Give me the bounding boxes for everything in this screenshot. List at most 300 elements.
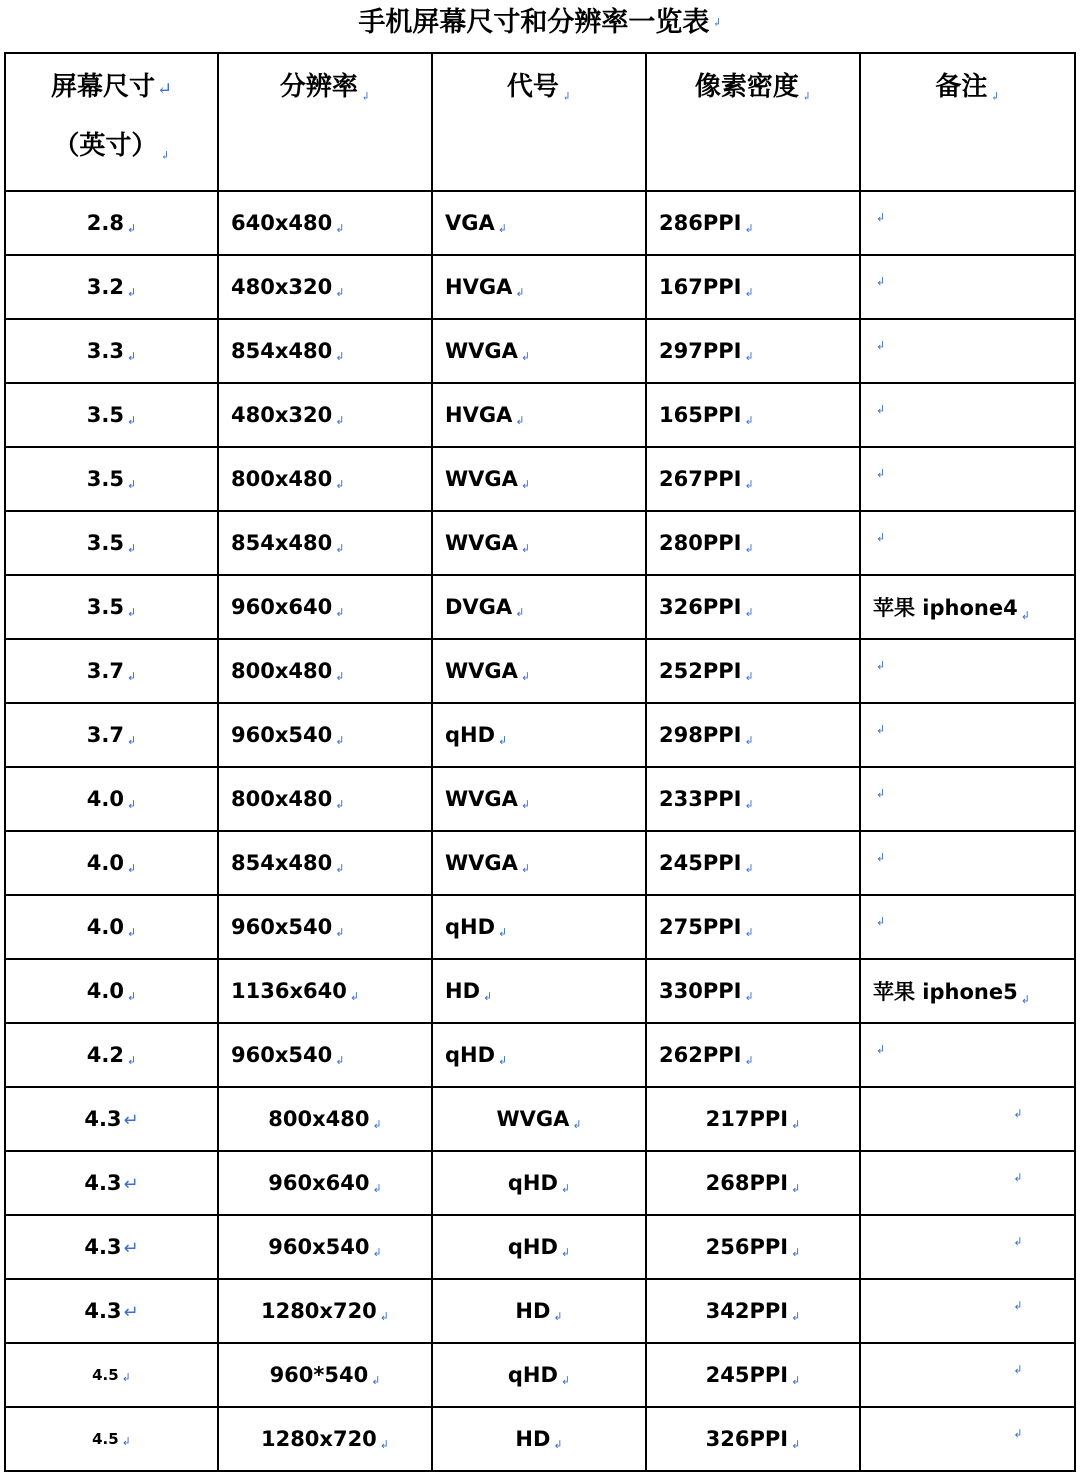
header-size-line2: （英寸） bbox=[53, 131, 158, 161]
paragraph-mark-icon: ↲ bbox=[498, 1054, 508, 1067]
cell-size bbox=[5, 575, 218, 639]
cell-density bbox=[646, 1151, 860, 1215]
cell-density bbox=[646, 639, 860, 703]
paragraph-mark-icon: ↲ bbox=[876, 787, 886, 800]
cell-density bbox=[646, 831, 860, 895]
paragraph-mark-icon: ↲ bbox=[712, 16, 722, 29]
cell-code bbox=[432, 1215, 646, 1279]
paragraph-mark-icon: ↲ bbox=[1013, 1363, 1023, 1376]
paragraph-mark-icon: ↲ bbox=[520, 478, 531, 491]
header-resolution-label: 分辨率 bbox=[279, 72, 358, 102]
paragraph-mark-icon: ↲ bbox=[744, 350, 754, 363]
cell-density-value: 297PPI bbox=[659, 339, 742, 363]
cell-code bbox=[432, 703, 646, 767]
cell-size-value: 4.5 bbox=[92, 1430, 119, 1448]
table-row bbox=[5, 575, 1075, 639]
cell-resolution-value: 960*540 bbox=[269, 1363, 369, 1387]
paragraph-mark-icon: ↲ bbox=[126, 350, 137, 363]
cell-note bbox=[860, 383, 1075, 447]
cell-resolution-value: 800x480 bbox=[231, 467, 333, 491]
paragraph-mark-icon: ↲ bbox=[126, 798, 137, 811]
paragraph-mark-icon: ↲ bbox=[744, 734, 754, 747]
paragraph-mark-icon: ↲ bbox=[791, 1374, 801, 1387]
cell-resolution-value: 960x540 bbox=[231, 723, 333, 747]
cell-size bbox=[5, 895, 218, 959]
table-row bbox=[5, 1087, 1075, 1151]
cell-resolution-value: 960x640 bbox=[231, 595, 333, 619]
cell-size bbox=[5, 511, 218, 575]
cell-size-value: 4.2 bbox=[86, 1043, 124, 1067]
cell-density bbox=[646, 575, 860, 639]
cell-density-value: 286PPI bbox=[659, 211, 742, 235]
cell-code-value: HD bbox=[515, 1427, 551, 1451]
cell-size bbox=[5, 1343, 218, 1407]
paragraph-mark-icon: ↲ bbox=[126, 414, 137, 427]
cell-density-value: 330PPI bbox=[659, 979, 742, 1003]
paragraph-mark-icon: ↲ bbox=[483, 990, 493, 1003]
cell-density-value: 256PPI bbox=[705, 1235, 789, 1259]
paragraph-mark-icon: ↲ bbox=[515, 606, 525, 619]
cell-code-value: qHD bbox=[445, 723, 496, 747]
paragraph-mark-icon: ↲ bbox=[876, 723, 886, 736]
paragraph-mark-icon: ↲ bbox=[335, 350, 345, 363]
cell-density bbox=[646, 1343, 860, 1407]
paragraph-mark-icon: ↲ bbox=[520, 350, 531, 363]
cell-note bbox=[860, 511, 1075, 575]
cell-size-value: 4.3 bbox=[84, 1235, 122, 1259]
paragraph-mark-icon: ↲ bbox=[1013, 1171, 1023, 1184]
cell-resolution-value: 800x480 bbox=[231, 787, 333, 811]
paragraph-mark-icon: ↲ bbox=[379, 1438, 390, 1451]
table-row bbox=[5, 447, 1075, 511]
cell-size bbox=[5, 831, 218, 895]
paragraph-mark-icon: ↲ bbox=[744, 990, 754, 1003]
cell-note bbox=[860, 191, 1075, 255]
cell-resolution bbox=[218, 511, 432, 575]
paragraph-mark-icon: ↲ bbox=[553, 1438, 563, 1451]
cell-resolution bbox=[218, 1407, 432, 1471]
cell-note bbox=[860, 575, 1075, 639]
paragraph-mark-icon: ↲ bbox=[335, 862, 345, 875]
cell-density-value: 262PPI bbox=[659, 1043, 742, 1067]
cell-size bbox=[5, 383, 218, 447]
cell-note bbox=[860, 1087, 1075, 1151]
cell-size-value: 3.5 bbox=[86, 531, 124, 555]
cell-code-value: HVGA bbox=[445, 403, 513, 427]
cell-density bbox=[646, 703, 860, 767]
cell-size-value: 3.5 bbox=[86, 467, 124, 491]
cell-code bbox=[432, 575, 646, 639]
table-row bbox=[5, 191, 1075, 255]
paragraph-mark-icon: ↲ bbox=[1013, 1107, 1023, 1120]
cell-code bbox=[432, 1343, 646, 1407]
paragraph-mark-icon: ↲ bbox=[372, 1182, 382, 1195]
cell-size bbox=[5, 191, 218, 255]
table-row bbox=[5, 1279, 1075, 1343]
paragraph-mark-icon: ↲ bbox=[791, 1438, 801, 1451]
cell-note-value: 苹果 iphone5 bbox=[873, 980, 1018, 1004]
header-note bbox=[860, 53, 1075, 191]
paragraph-mark-icon: ↲ bbox=[801, 90, 812, 103]
paragraph-mark-icon: ↲ bbox=[1020, 609, 1030, 622]
cell-size-value: 3.5 bbox=[86, 595, 124, 619]
cell-density bbox=[646, 959, 860, 1023]
cell-density-value: 217PPI bbox=[705, 1107, 789, 1131]
cell-density bbox=[646, 895, 860, 959]
paragraph-mark-icon: ↲ bbox=[791, 1182, 801, 1195]
paragraph-mark-icon: ↲ bbox=[876, 211, 886, 224]
cell-resolution bbox=[218, 191, 432, 255]
cell-code bbox=[432, 639, 646, 703]
paragraph-mark-icon: ↲ bbox=[520, 798, 531, 811]
cell-code bbox=[432, 447, 646, 511]
cell-note bbox=[860, 959, 1075, 1023]
cell-code bbox=[432, 895, 646, 959]
cell-code bbox=[432, 255, 646, 319]
paragraph-mark-icon: ↲ bbox=[379, 1310, 390, 1323]
cell-code-value: qHD bbox=[507, 1235, 558, 1259]
paragraph-mark-icon: ↲ bbox=[876, 1043, 886, 1056]
cell-code bbox=[432, 383, 646, 447]
paragraph-mark-icon: ↲ bbox=[121, 1371, 131, 1384]
cell-density-value: 298PPI bbox=[659, 723, 742, 747]
paragraph-mark-icon: ↲ bbox=[553, 1310, 563, 1323]
cell-size bbox=[5, 255, 218, 319]
header-density-label: 像素密度 bbox=[694, 72, 799, 102]
paragraph-mark-icon: ↲ bbox=[791, 1310, 801, 1323]
paragraph-mark-icon: ↲ bbox=[744, 478, 754, 491]
paragraph-mark-icon: ↲ bbox=[744, 222, 754, 235]
line-break-icon: ↵ bbox=[123, 1110, 139, 1131]
cell-size-value: 2.8 bbox=[86, 211, 124, 235]
cell-resolution-value: 960x540 bbox=[268, 1235, 370, 1259]
cell-size bbox=[5, 959, 218, 1023]
cell-resolution-value: 1280x720 bbox=[260, 1299, 377, 1323]
table-row bbox=[5, 639, 1075, 703]
paragraph-mark-icon: ↲ bbox=[520, 670, 531, 683]
cell-resolution bbox=[218, 1087, 432, 1151]
line-break-icon: ↵ bbox=[156, 79, 173, 100]
cell-density bbox=[646, 447, 860, 511]
cell-code bbox=[432, 1023, 646, 1087]
cell-code bbox=[432, 1087, 646, 1151]
cell-note bbox=[860, 1023, 1075, 1087]
paragraph-mark-icon: ↲ bbox=[744, 606, 754, 619]
paragraph-mark-icon: ↲ bbox=[126, 990, 137, 1003]
paragraph-mark-icon: ↲ bbox=[126, 478, 137, 491]
cell-code-value: WVGA bbox=[496, 1107, 570, 1131]
paragraph-mark-icon: ↲ bbox=[335, 670, 345, 683]
paragraph-mark-icon: ↲ bbox=[876, 275, 886, 288]
paragraph-mark-icon: ↲ bbox=[126, 1054, 137, 1067]
paragraph-mark-icon: ↲ bbox=[126, 542, 137, 555]
cell-resolution bbox=[218, 639, 432, 703]
cell-resolution bbox=[218, 447, 432, 511]
paragraph-mark-icon: ↲ bbox=[560, 1246, 571, 1259]
table-row bbox=[5, 511, 1075, 575]
header-note-label: 备注 bbox=[935, 72, 988, 102]
paragraph-mark-icon: ↲ bbox=[497, 222, 507, 235]
cell-resolution bbox=[218, 767, 432, 831]
paragraph-mark-icon: ↲ bbox=[335, 798, 345, 811]
cell-resolution bbox=[218, 959, 432, 1023]
paragraph-mark-icon: ↲ bbox=[126, 734, 137, 747]
page-title bbox=[0, 0, 1080, 46]
table-row bbox=[5, 1151, 1075, 1215]
table-row bbox=[5, 895, 1075, 959]
paragraph-mark-icon: ↲ bbox=[126, 606, 137, 619]
cell-resolution-value: 960x640 bbox=[268, 1171, 370, 1195]
cell-resolution bbox=[218, 831, 432, 895]
cell-density-value: 268PPI bbox=[705, 1171, 789, 1195]
cell-size-value: 4.5 bbox=[92, 1366, 119, 1384]
paragraph-mark-icon: ↲ bbox=[876, 467, 886, 480]
cell-note bbox=[860, 895, 1075, 959]
cell-size-value: 4.3 bbox=[84, 1299, 122, 1323]
paragraph-mark-icon: ↲ bbox=[126, 286, 137, 299]
paragraph-mark-icon: ↲ bbox=[560, 1182, 571, 1195]
paragraph-mark-icon: ↲ bbox=[744, 798, 754, 811]
paragraph-mark-icon: ↲ bbox=[1013, 1235, 1023, 1248]
cell-density-value: 245PPI bbox=[705, 1363, 789, 1387]
cell-size-value: 4.0 bbox=[86, 979, 124, 1003]
header-density bbox=[646, 53, 860, 191]
cell-note bbox=[860, 255, 1075, 319]
cell-code-value: qHD bbox=[445, 915, 496, 939]
cell-resolution bbox=[218, 895, 432, 959]
cell-resolution-value: 480x320 bbox=[231, 403, 333, 427]
paragraph-mark-icon: ↲ bbox=[744, 926, 754, 939]
cell-density bbox=[646, 1087, 860, 1151]
cell-size-value: 3.7 bbox=[86, 659, 124, 683]
cell-density-value: 326PPI bbox=[659, 595, 742, 619]
cell-density bbox=[646, 1023, 860, 1087]
cell-code-value: HVGA bbox=[445, 275, 513, 299]
cell-code bbox=[432, 511, 646, 575]
paragraph-mark-icon: ↲ bbox=[990, 90, 1000, 103]
cell-code-value: VGA bbox=[445, 211, 495, 235]
paragraph-mark-icon: ↲ bbox=[744, 670, 754, 683]
table-row bbox=[5, 1407, 1075, 1471]
cell-note bbox=[860, 319, 1075, 383]
paragraph-mark-icon: ↲ bbox=[791, 1246, 801, 1259]
cell-code bbox=[432, 191, 646, 255]
cell-resolution-value: 480x320 bbox=[231, 275, 333, 299]
paragraph-mark-icon: ↲ bbox=[498, 734, 508, 747]
cell-size bbox=[5, 1151, 218, 1215]
cell-size bbox=[5, 703, 218, 767]
cell-note bbox=[860, 447, 1075, 511]
paragraph-mark-icon: ↲ bbox=[561, 90, 572, 103]
cell-code-value: HD bbox=[445, 979, 481, 1003]
table-row bbox=[5, 319, 1075, 383]
paragraph-mark-icon: ↲ bbox=[160, 149, 170, 162]
paragraph-mark-icon: ↲ bbox=[335, 926, 345, 939]
cell-note bbox=[860, 1343, 1075, 1407]
table-row bbox=[5, 703, 1075, 767]
cell-size bbox=[5, 1023, 218, 1087]
cell-size-value: 4.0 bbox=[86, 787, 124, 811]
paragraph-mark-icon: ↲ bbox=[121, 1435, 131, 1448]
paragraph-mark-icon: ↲ bbox=[1013, 1299, 1023, 1312]
cell-code bbox=[432, 1151, 646, 1215]
header-size bbox=[5, 53, 218, 191]
resolution-table bbox=[4, 52, 1076, 1472]
cell-note bbox=[860, 831, 1075, 895]
table-row bbox=[5, 767, 1075, 831]
paragraph-mark-icon: ↲ bbox=[515, 414, 525, 427]
paragraph-mark-icon: ↲ bbox=[520, 542, 531, 555]
cell-resolution-value: 800x480 bbox=[231, 659, 333, 683]
paragraph-mark-icon: ↲ bbox=[371, 1374, 381, 1387]
paragraph-mark-icon: ↲ bbox=[335, 222, 345, 235]
paragraph-mark-icon: ↲ bbox=[349, 990, 360, 1003]
cell-density-value: 165PPI bbox=[659, 403, 742, 427]
cell-code-value: WVGA bbox=[445, 467, 518, 491]
paragraph-mark-icon: ↲ bbox=[515, 286, 525, 299]
header-code-label: 代号 bbox=[506, 72, 559, 102]
cell-resolution-value: 960x540 bbox=[231, 1043, 333, 1067]
paragraph-mark-icon: ↲ bbox=[876, 851, 886, 864]
paragraph-mark-icon: ↲ bbox=[335, 542, 345, 555]
cell-density-value: 275PPI bbox=[659, 915, 742, 939]
table-row bbox=[5, 1343, 1075, 1407]
cell-code-value: WVGA bbox=[445, 339, 518, 363]
line-break-icon: ↵ bbox=[123, 1238, 139, 1259]
paragraph-mark-icon: ↲ bbox=[372, 1118, 382, 1131]
paragraph-mark-icon: ↲ bbox=[744, 862, 754, 875]
paragraph-mark-icon: ↲ bbox=[335, 478, 345, 491]
header-code bbox=[432, 53, 646, 191]
cell-size bbox=[5, 1279, 218, 1343]
cell-size-value: 3.2 bbox=[86, 275, 124, 299]
paragraph-mark-icon: ↲ bbox=[791, 1118, 801, 1131]
paragraph-mark-icon: ↲ bbox=[876, 403, 886, 416]
cell-density-value: 167PPI bbox=[659, 275, 742, 299]
cell-density bbox=[646, 255, 860, 319]
paragraph-mark-icon: ↲ bbox=[876, 659, 886, 672]
paragraph-mark-icon: ↲ bbox=[126, 926, 137, 939]
cell-density-value: 233PPI bbox=[659, 787, 742, 811]
paragraph-mark-icon: ↲ bbox=[126, 222, 137, 235]
cell-size bbox=[5, 1087, 218, 1151]
cell-code-value: qHD bbox=[507, 1363, 558, 1387]
cell-resolution bbox=[218, 1151, 432, 1215]
cell-code-value: qHD bbox=[507, 1171, 558, 1195]
cell-code-value: WVGA bbox=[445, 787, 518, 811]
cell-resolution bbox=[218, 383, 432, 447]
cell-size bbox=[5, 447, 218, 511]
cell-note bbox=[860, 703, 1075, 767]
cell-size bbox=[5, 319, 218, 383]
cell-size-value: 4.3 bbox=[84, 1171, 122, 1195]
cell-code bbox=[432, 1279, 646, 1343]
paragraph-mark-icon: ↲ bbox=[1013, 1427, 1023, 1440]
cell-density-value: 280PPI bbox=[659, 531, 742, 555]
cell-note bbox=[860, 1407, 1075, 1471]
cell-resolution bbox=[218, 575, 432, 639]
cell-note bbox=[860, 1215, 1075, 1279]
paragraph-mark-icon: ↲ bbox=[372, 1246, 382, 1259]
cell-size-value: 3.5 bbox=[86, 403, 124, 427]
paragraph-mark-icon: ↲ bbox=[744, 1054, 754, 1067]
cell-density-value: 342PPI bbox=[705, 1299, 789, 1323]
cell-code-value: WVGA bbox=[445, 531, 518, 555]
paragraph-mark-icon: ↲ bbox=[876, 339, 886, 352]
header-resolution bbox=[218, 53, 432, 191]
paragraph-mark-icon: ↲ bbox=[876, 531, 886, 544]
cell-resolution-value: 1136x640 bbox=[231, 979, 347, 1003]
table-row bbox=[5, 959, 1075, 1023]
paragraph-mark-icon: ↲ bbox=[335, 606, 345, 619]
paragraph-mark-icon: ↲ bbox=[1020, 993, 1030, 1006]
cell-density bbox=[646, 1407, 860, 1471]
cell-resolution bbox=[218, 1279, 432, 1343]
cell-size-value: 4.3 bbox=[84, 1107, 122, 1131]
header-row bbox=[5, 53, 1075, 191]
cell-resolution-value: 960x540 bbox=[231, 915, 333, 939]
cell-code bbox=[432, 959, 646, 1023]
cell-size bbox=[5, 1407, 218, 1471]
cell-resolution-value: 1280x720 bbox=[260, 1427, 377, 1451]
paragraph-mark-icon: ↲ bbox=[335, 414, 345, 427]
paragraph-mark-icon: ↲ bbox=[360, 90, 371, 103]
cell-resolution-value: 854x480 bbox=[231, 339, 333, 363]
cell-size bbox=[5, 1215, 218, 1279]
cell-code-value: WVGA bbox=[445, 851, 518, 875]
cell-density bbox=[646, 767, 860, 831]
cell-resolution-value: 800x480 bbox=[268, 1107, 370, 1131]
paragraph-mark-icon: ↲ bbox=[744, 414, 754, 427]
cell-density-value: 326PPI bbox=[705, 1427, 789, 1451]
cell-resolution bbox=[218, 319, 432, 383]
cell-size-value: 3.3 bbox=[86, 339, 124, 363]
paragraph-mark-icon: ↲ bbox=[126, 670, 137, 683]
cell-resolution bbox=[218, 1215, 432, 1279]
cell-size bbox=[5, 767, 218, 831]
paragraph-mark-icon: ↲ bbox=[126, 862, 137, 875]
cell-resolution-value: 854x480 bbox=[231, 531, 333, 555]
cell-density bbox=[646, 319, 860, 383]
table-row bbox=[5, 1023, 1075, 1087]
cell-resolution bbox=[218, 255, 432, 319]
cell-code-value: WVGA bbox=[445, 659, 518, 683]
line-break-icon: ↵ bbox=[123, 1302, 139, 1323]
paragraph-mark-icon: ↲ bbox=[744, 286, 754, 299]
table-row bbox=[5, 255, 1075, 319]
table-row bbox=[5, 831, 1075, 895]
cell-note bbox=[860, 639, 1075, 703]
paragraph-mark-icon: ↲ bbox=[335, 1054, 345, 1067]
cell-resolution bbox=[218, 1023, 432, 1087]
cell-density-value: 252PPI bbox=[659, 659, 742, 683]
paragraph-mark-icon: ↲ bbox=[560, 1374, 571, 1387]
cell-code-value: DVGA bbox=[445, 595, 513, 619]
cell-density bbox=[646, 383, 860, 447]
cell-size bbox=[5, 639, 218, 703]
cell-code bbox=[432, 767, 646, 831]
cell-size-value: 3.7 bbox=[86, 723, 124, 747]
paragraph-mark-icon: ↲ bbox=[876, 915, 886, 928]
paragraph-mark-icon: ↲ bbox=[498, 926, 508, 939]
cell-code bbox=[432, 831, 646, 895]
paragraph-mark-icon: ↲ bbox=[335, 286, 345, 299]
table-row bbox=[5, 383, 1075, 447]
paragraph-mark-icon: ↲ bbox=[335, 734, 345, 747]
cell-code-value: HD bbox=[515, 1299, 551, 1323]
line-break-icon: ↵ bbox=[123, 1174, 139, 1195]
table-body bbox=[5, 191, 1075, 1471]
